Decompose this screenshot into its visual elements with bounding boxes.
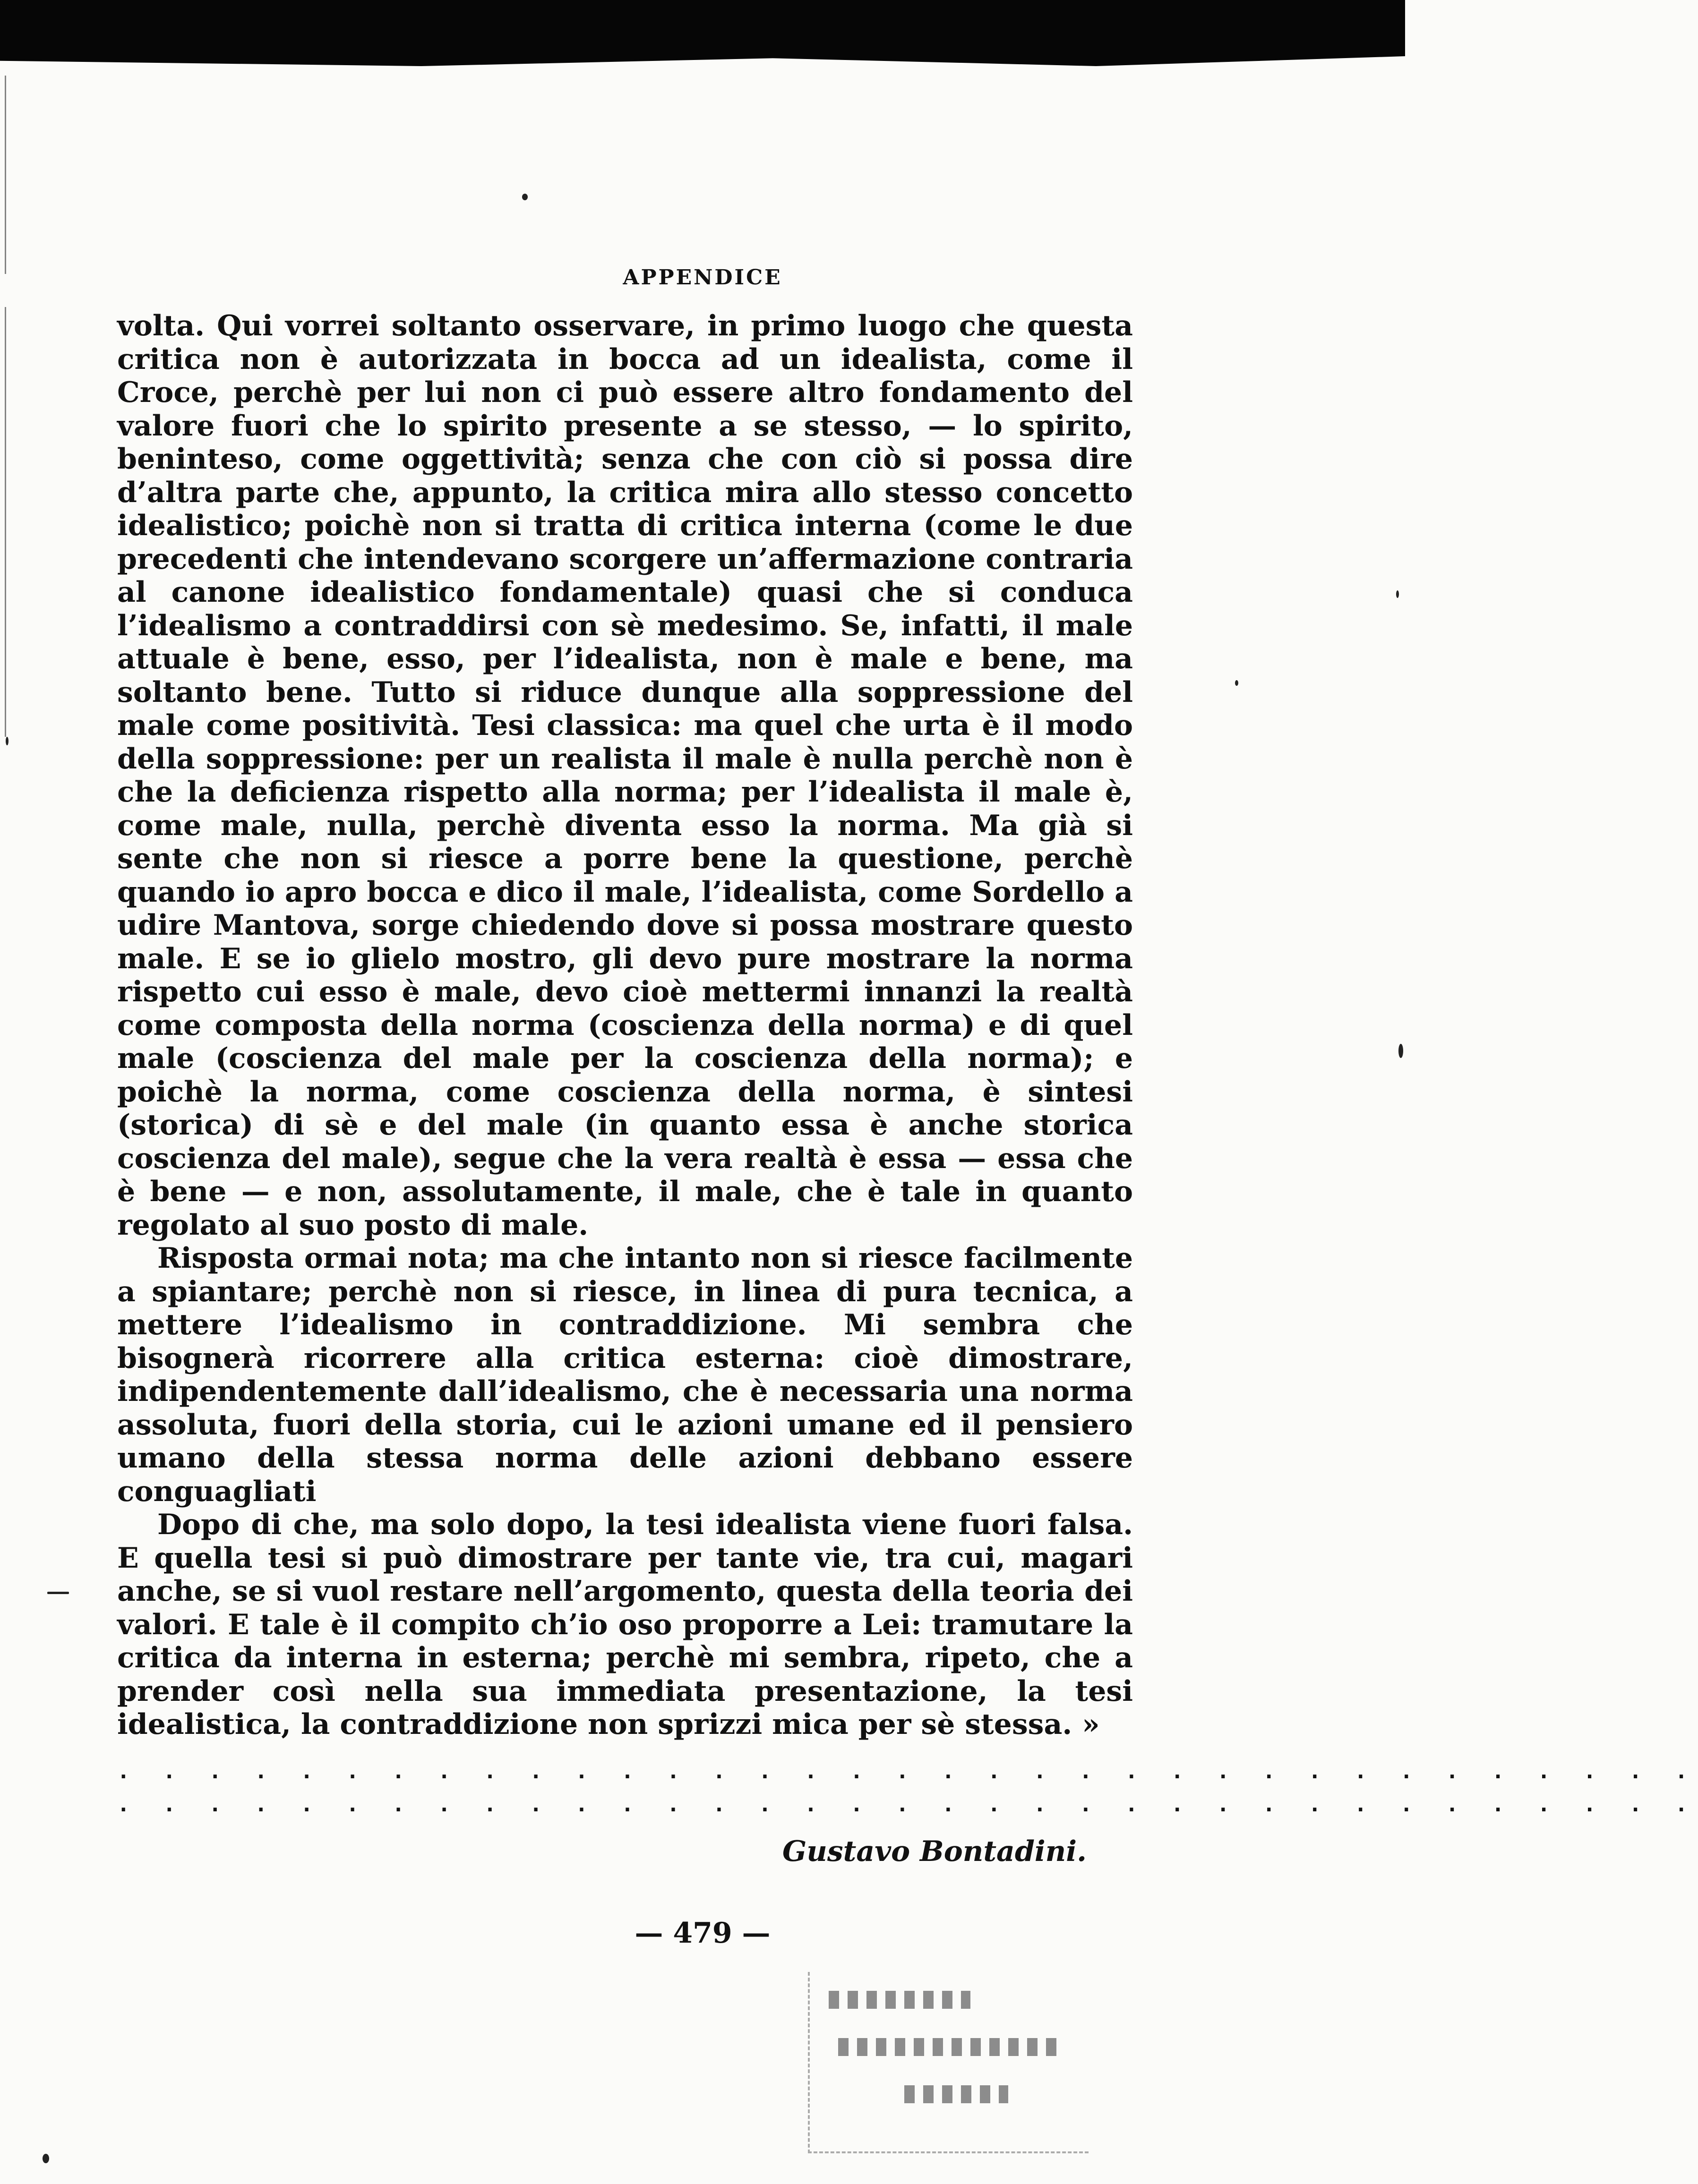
running-header: APPENDICE	[623, 265, 782, 290]
page-number: — 479 —	[635, 1917, 771, 1950]
signature: Gustavo Bontadini.	[782, 1835, 1087, 1868]
paragraph: Dopo di che, ma solo dopo, la tesi idealista viene fuori falsa. E quella tesi si può dimostrare per tante vie, tra cui, magari anche, se si vuol restare nell’argomento, questa della teoria dei valori. E tale è il compito ch’io oso proporre a Lei: tramutare la critica da interna in esterna; perchè mi sembra, ripeto, che a prender così nella sua immediata presentazione, la tesi idealistica, la contraddizione non sprizzi mica per sè stessa. »	[117, 1508, 1133, 1741]
scan-top-edge	[0, 0, 1405, 66]
paragraph: volta. Qui vorrei soltanto osservare, in primo luogo che questa critica non è autorizzata in bocca ad un idealista, come il Croce, perchè per lui non ci può essere altro fondamento del valore fuori che lo spirito presente a se stesso, — lo spirito, beninteso, come oggettività; senza che con ciò si possa dire d’altra parte che, appunto, la critica mira allo stesso concetto idealistico; poichè non si tratta di critica interna (come le due precedenti che intendevano scorgere un’affermazione contraria al canone idealistico fondamentale) quasi che si conduca l’idealismo a contraddirsi con sè medesimo. Se, infatti, il male attuale è bene, esso, per l’idealista, non è male e bene, ma soltanto bene. Tutto si riduce dunque alla soppressione del male come positività. Tesi classica: ma quel che urta è il modo della soppressione: per un realista il male è nulla perchè non è che la deficienza rispetto alla norma; per l’idealista il male è, come male, nulla, perchè diventa esso la norma. Ma già si sente che non si riesce a porre bene la questione, perchè quando io apro bocca e dico il male, l’idealista, come Sordello a udire Mantova, sorge chiedendo dove si possa mostrare questo male. E se io glielo mostro, gli devo pure mostrare la norma rispetto cui esso è male, devo cioè mettermi innanzi la realtà come composta della norma (coscienza della norma) e di quel male (coscienza del male per la coscienza della norma); e poichè la norma, come coscienza della norma, è sintesi (storica) di sè e del male (in quanto essa è anche storica coscienza del male), segue che la vera realtà è essa — essa che è bene — e non, assolutamente, il male, che è tale in quanto regolato al suo posto di male.	[117, 309, 1133, 1242]
ellipsis-row: . . . . . . . . . . . . . . . . . . . . . . . . . . . . . . . . . . .	[117, 1759, 1698, 1783]
scan-speck	[43, 2154, 49, 2163]
scan-speck	[1396, 590, 1399, 598]
scan-speck	[1235, 680, 1238, 686]
library-stamp	[808, 1972, 1089, 2153]
scan-speck	[1398, 1044, 1403, 1058]
scan-speck	[522, 194, 528, 200]
scan-speck	[47, 1592, 69, 1594]
scan-speck	[6, 737, 9, 745]
ellipsis-row: . . . . . . . . . . . . . . . . . . . . . . . . . . . . . . . . . . .	[117, 1792, 1698, 1817]
scan-left-edge	[5, 76, 6, 737]
body-text	[117, 309, 1133, 1741]
paragraph: Risposta ormai nota; ma che intanto non si riesce facilmente a spiantare; perchè non si riesce, in linea di pura tecnica, a mettere l’idealismo in contraddizione. Mi sembra che bisognerà ricorrere alla critica esterna: cioè dimostrare, indipendentemente dall’idealismo, che è necessaria una norma assoluta, fuori della storia, cui le azioni umane ed il pensiero umano della stessa norma delle azioni debbano essere conguagliati	[117, 1242, 1133, 1508]
